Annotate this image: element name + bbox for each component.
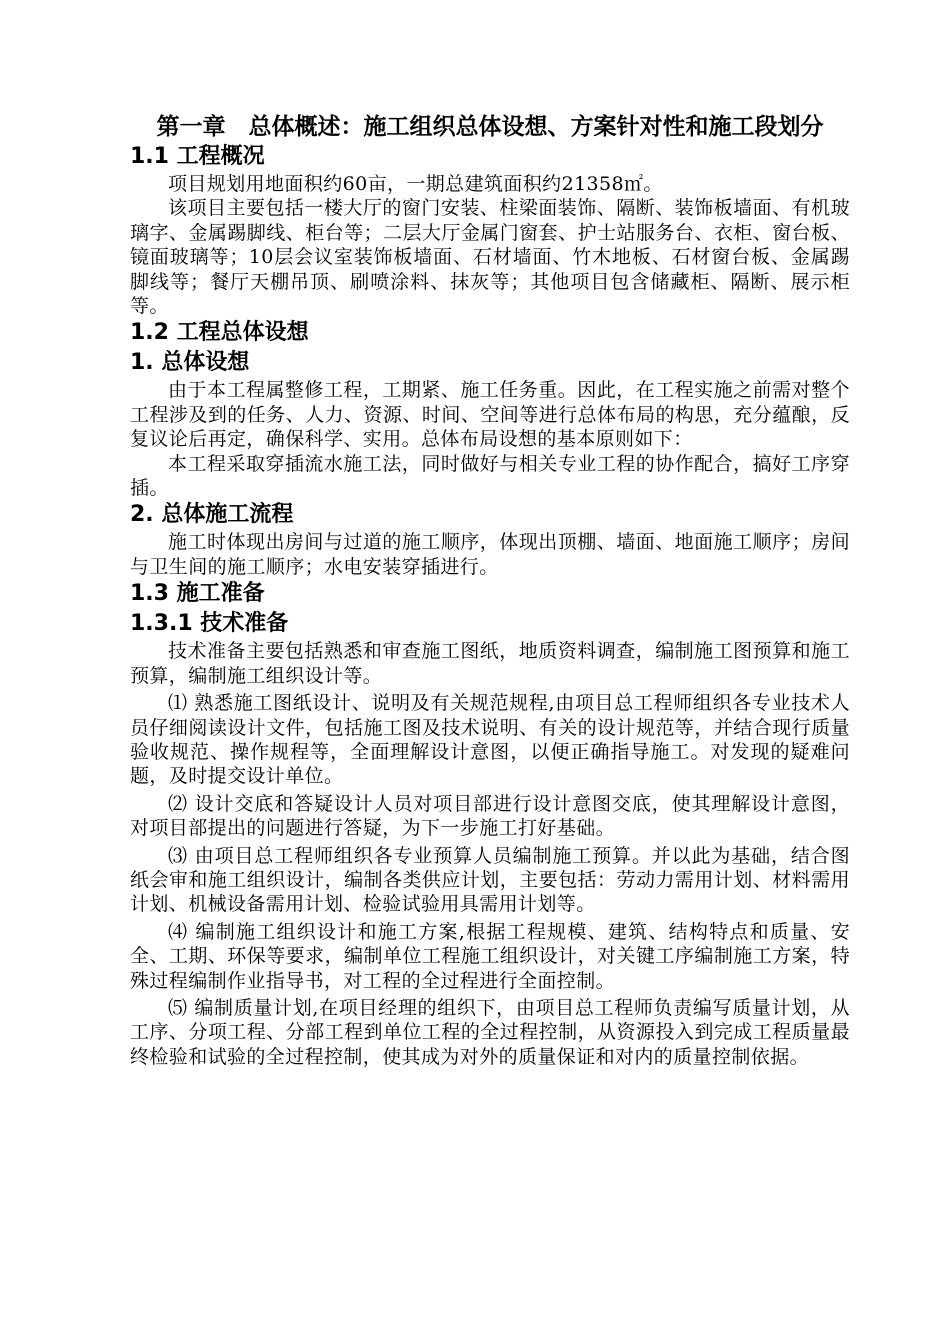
paragraph: 本工程采取穿插流水施工法，同时做好与相关专业工程的协作配合，搞好工序穿插。 [130,452,850,500]
document-page [130,112,850,1069]
list-item-5: ⑸ 编制质量计划,在项目经理的组织下，由项目总工程师负责编写质量计划，从工序、分项工程、分部工程到单位工程的全过程控制，从资源投入到完成工程质量最终检验和试验的全过程控制，使其成为对外的质量保证和对内的质量控制依据。 [130,996,850,1068]
paragraph: 项目规划用地面积约60亩，一期总建筑面积约21358㎡。 [168,173,663,195]
paragraph: 施工时体现出房间与过道的施工顺序，体现出顶棚、墙面、地面施工顺序；房间与卫生间的施工顺序；水电安装穿插进行。 [130,531,850,578]
list-item-3: ⑶ 由项目总工程师组织各专业预算人员编制施工预算。并以此为基础，结合图纸会审和施工组织设计，编制各类供应计划，主要包括：劳动力需用计划、材料需用计划、机械设备需用计划、检验试验用具需用计划等。 [130,844,850,916]
list-item-1: ⑴ 熟悉施工图纸设计、说明及有关规范规程,由项目总工程师组织各专业技术人员仔细阅读设计文件，包括施工图及技术说明、有关的设计规范等，并结合现行质量验收规范、操作规程等，全面理解设计意图，以便正确指导施工。对发现的疑难问题，及时提交设计单位。 [130,692,850,788]
paragraph: 技术准备主要包括熟悉和审查施工图纸，地质资料调查，编制施工图预算和施工预算，编制施工组织设计等。 [130,640,850,687]
subsection-heading-technical-preparation: 1.3.1 技术准备 [130,611,289,637]
section-heading-1-1: 1.1 工程概况 [130,144,265,169]
subsection-heading-overall-concept: 1. 总体设想 [130,350,250,376]
section-heading-1-2: 1.2 工程总体设想 [130,320,309,346]
subsection-heading-construction-flow: 2. 总体施工流程 [130,502,294,528]
section-heading-1-3: 1.3 施工准备 [130,581,265,607]
paragraph: 该项目主要包括一楼大厅的窗门安装、柱梁面装饰、隔断、装饰板墙面、有机玻璃字、金属踢脚线、柜台等；二层大厅金属门窗套、护士站服务台、衣柜、窗台板、镜面玻璃等；10层会议室装饰板墙面、石材墙面、竹木地板、石材窗台板、金属踢脚线等；餐厅天棚吊顶、刷喷涂料、抹灰等；其他项目包含储藏柜、隔断、展示柜等。 [130,197,850,318]
list-item-4: ⑷ 编制施工组织设计和施工方案,根据工程规模、建筑、结构特点和质量、安全、工期、环保等要求，编制单位工程施工组织设计，对关键工序编制施工方案，特殊过程编制作业指导书，对工程的全过程进行全面控制。 [130,920,850,992]
list-item-2: ⑵ 设计交底和答疑设计人员对项目部进行设计意图交底，使其理解设计意图，对项目部提出的问题进行答疑，为下一步施工打好基础。 [130,792,850,840]
paragraph: 由于本工程属整修工程，工期紧、施工任务重。因此，在工程实施之前需对整个工程涉及到的任务、人力、资源、时间、空间等进行总体布局的构思，充分蕴酿，反复议论后再定，确保科学、实用。总体布局设想的基本原则如下： [130,379,850,451]
chapter-title: 第一章 总体概述：施工组织总体设想、方案针对性和施工段划分 [156,114,824,140]
